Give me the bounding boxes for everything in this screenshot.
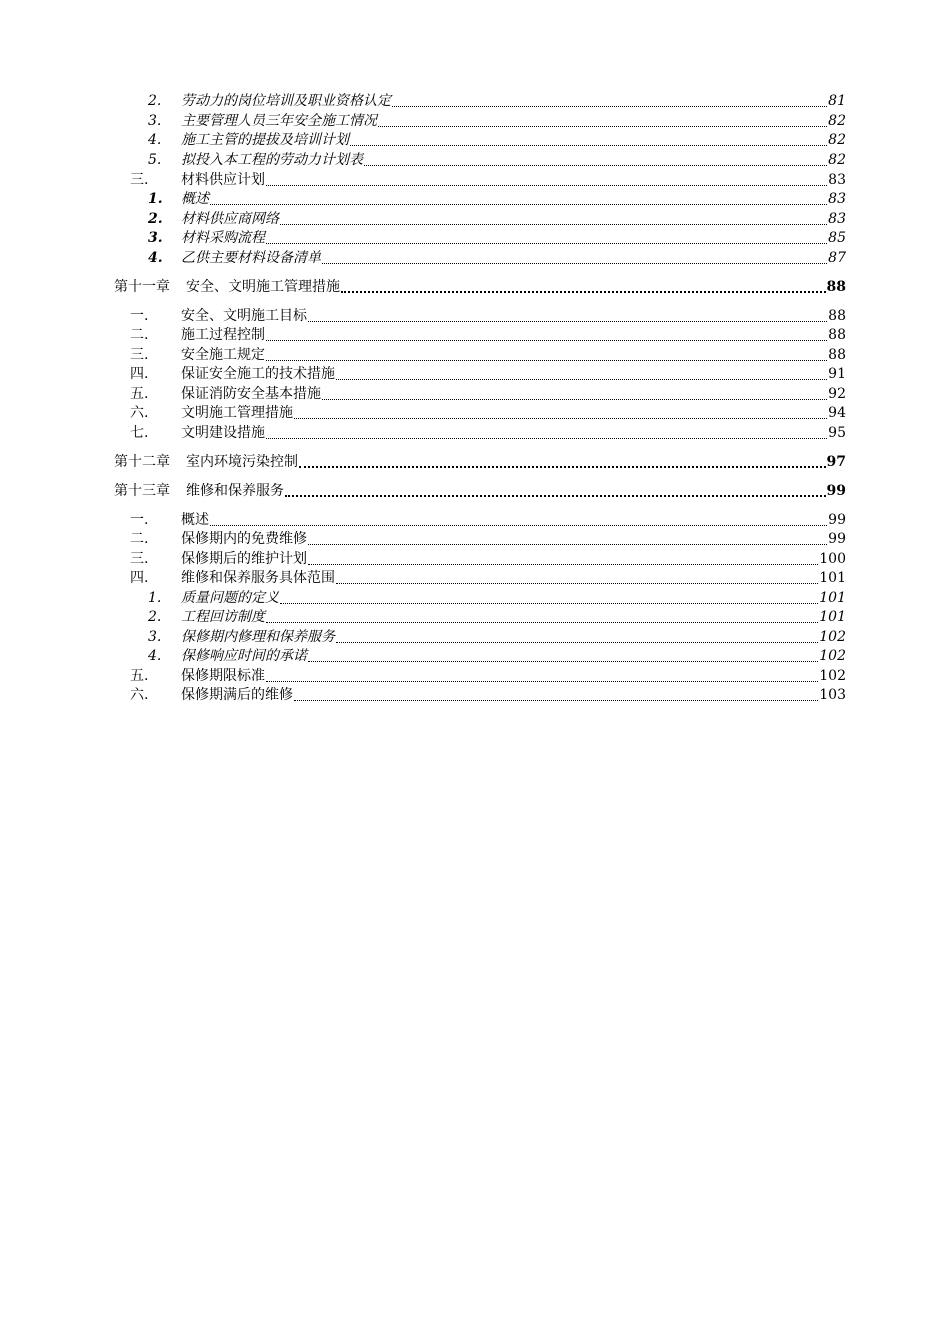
- toc-entry[interactable]: [0, 130, 950, 149]
- leader-dots: [266, 681, 818, 682]
- toc-entry-title: 概述: [181, 191, 209, 207]
- leader-dots: [266, 360, 827, 361]
- leader-dots: [364, 165, 827, 166]
- toc-entry-page: 101: [819, 590, 846, 606]
- leader-dots: [280, 603, 818, 604]
- toc-entry-page: 102: [819, 629, 846, 645]
- toc-entry-page: 92: [828, 386, 846, 402]
- toc-entry-title: 保证消防安全基本措施: [181, 386, 321, 402]
- toc-entry[interactable]: [0, 306, 950, 325]
- toc-entry-page: 100: [819, 551, 846, 567]
- toc-entry-number: 4.: [148, 648, 162, 664]
- toc-entry-title: 保修期后的维护计划: [181, 551, 307, 567]
- toc-entry-page: 82: [828, 113, 846, 129]
- toc-entry-title: 保修期限标准: [181, 668, 265, 684]
- toc-entry-page: 97: [826, 454, 846, 470]
- toc-entry-page: 94: [828, 405, 846, 421]
- toc-entry[interactable]: [0, 607, 950, 626]
- leader-dots: [266, 622, 818, 623]
- toc-entry-number: 五.: [130, 386, 149, 402]
- toc-chapter-entry[interactable]: [0, 277, 950, 296]
- toc-chapter-title: 安全、文明施工管理措施: [186, 279, 340, 295]
- leader-dots: [210, 204, 827, 205]
- leader-dots: [392, 106, 827, 107]
- toc-entry[interactable]: [0, 248, 950, 267]
- toc-entry[interactable]: [0, 568, 950, 587]
- leader-dots: [266, 340, 827, 341]
- leader-dots: [294, 700, 818, 701]
- leader-dots: [280, 224, 827, 225]
- toc-entry-title: 文明施工管理措施: [181, 405, 293, 421]
- toc-entry-number: 四.: [130, 366, 149, 382]
- toc-entry-page: 83: [828, 211, 846, 227]
- toc-entry[interactable]: [0, 685, 950, 704]
- toc-entry[interactable]: [0, 91, 950, 110]
- toc-entry[interactable]: [0, 209, 950, 228]
- toc-entry-number: 1.: [148, 590, 162, 606]
- toc-entry[interactable]: [0, 189, 950, 208]
- toc-entry-page: 101: [819, 609, 846, 625]
- toc-entry-title: 材料供应商网络: [181, 211, 279, 227]
- toc-entry-title: 质量问题的定义: [181, 590, 279, 606]
- toc-entry-title: 概述: [181, 512, 209, 528]
- toc-entry-number: 六.: [130, 405, 149, 421]
- toc-entry[interactable]: [0, 150, 950, 169]
- toc-entry-title: 劳动力的岗位培训及职业资格认定: [181, 93, 391, 109]
- leader-dots: [336, 583, 818, 584]
- toc-entry-page: 81: [828, 93, 846, 109]
- toc-entry-title: 安全施工规定: [181, 347, 265, 363]
- toc-entry-number: 二.: [130, 531, 149, 547]
- toc-entry[interactable]: [0, 627, 950, 646]
- toc-entry[interactable]: [0, 646, 950, 665]
- toc-entry[interactable]: [0, 384, 950, 403]
- toc-entry[interactable]: [0, 588, 950, 607]
- toc-entry[interactable]: [0, 423, 950, 442]
- leader-dots: [210, 525, 827, 526]
- toc-entry-page: 83: [828, 191, 846, 207]
- leader-dots: [322, 263, 827, 264]
- toc-entry-title: 保修期内修理和保养服务: [181, 629, 335, 645]
- toc-entry[interactable]: [0, 403, 950, 422]
- toc-entry[interactable]: [0, 345, 950, 364]
- toc-entry[interactable]: [0, 111, 950, 130]
- toc-entry-page: 88: [828, 308, 846, 324]
- toc-entry-number: 三.: [130, 172, 149, 188]
- toc-entry-page: 99: [828, 531, 846, 547]
- toc-entry-number: 3.: [148, 230, 163, 246]
- toc-entry-title: 工程回访制度: [181, 609, 265, 625]
- toc-entry-title: 保证安全施工的技术措施: [181, 366, 335, 382]
- toc-entry-number: 三.: [130, 551, 149, 567]
- toc-entry[interactable]: [0, 510, 950, 529]
- toc-entry-number: 七.: [130, 425, 149, 441]
- leader-dots: [308, 544, 827, 545]
- toc-entry-title: 施工主管的提拔及培训计划: [181, 132, 349, 148]
- toc-entry[interactable]: [0, 529, 950, 548]
- toc-entry-number: 一.: [130, 308, 149, 324]
- toc-entry-page: 103: [819, 687, 846, 703]
- toc-entry[interactable]: [0, 364, 950, 383]
- leader-dots: [308, 564, 818, 565]
- toc-entry-page: 99: [826, 483, 846, 499]
- toc-entry-page: 82: [828, 152, 846, 168]
- toc-entry-page: 88: [826, 279, 846, 295]
- leader-dots: [341, 291, 826, 293]
- toc-entry-number: 4.: [148, 132, 162, 148]
- toc-entry-number: 二.: [130, 327, 149, 343]
- toc-entry-number: 三.: [130, 347, 149, 363]
- leader-dots: [266, 185, 827, 186]
- toc-entry-title: 维修和保养服务具体范围: [181, 570, 335, 586]
- toc-entry-number: 2.: [148, 211, 163, 227]
- toc-entry-page: 102: [819, 668, 846, 684]
- toc-entry-page: 83: [828, 172, 846, 188]
- leader-dots: [350, 145, 827, 146]
- toc-entry[interactable]: [0, 170, 950, 189]
- toc-entry-title: 保修响应时间的承诺: [181, 648, 307, 664]
- toc-entry-page: 99: [828, 512, 846, 528]
- toc-entry-page: 88: [828, 347, 846, 363]
- toc-entry[interactable]: [0, 666, 950, 685]
- leader-dots: [266, 243, 827, 244]
- toc-entry-title: 乙供主要材料设备清单: [181, 250, 321, 266]
- toc-entry-number: 五.: [130, 668, 149, 684]
- toc-entry[interactable]: [0, 325, 950, 344]
- toc-entry-title: 拟投入本工程的劳动力计划表: [181, 152, 363, 168]
- toc-entry[interactable]: [0, 549, 950, 568]
- toc-entry-number: 2.: [148, 609, 162, 625]
- toc-entry-title: 保修期满后的维修: [181, 687, 293, 703]
- toc-chapter-heading: [114, 279, 340, 296]
- toc-chapter-heading: [114, 454, 298, 471]
- toc-chapter-number: 第十一章: [114, 279, 170, 295]
- toc-entry-title: 材料采购流程: [181, 230, 265, 246]
- leader-dots: [294, 418, 827, 419]
- toc-entry-title: 文明建设措施: [181, 425, 265, 441]
- leader-dots: [322, 399, 827, 400]
- toc-entry-title: 材料供应计划: [181, 172, 265, 188]
- leader-dots: [308, 661, 818, 662]
- toc-entry-page: 91: [828, 366, 846, 382]
- toc-entry-page: 85: [828, 230, 846, 246]
- toc-entry-page: 101: [819, 570, 846, 586]
- toc-entry-number: 4.: [148, 250, 163, 266]
- leader-dots: [285, 495, 826, 497]
- toc-entry-title: 施工过程控制: [181, 327, 265, 343]
- toc-entry-number: 5.: [148, 152, 162, 168]
- toc-chapter-title: 室内环境污染控制: [186, 454, 298, 470]
- toc-entry-number: 六.: [130, 687, 149, 703]
- toc-entry-title: 主要管理人员三年安全施工情况: [181, 113, 377, 129]
- toc-chapter-number: 第十二章: [114, 454, 170, 470]
- toc-chapter-entry[interactable]: [0, 452, 950, 471]
- toc-entry-page: 82: [828, 132, 846, 148]
- toc-entry-page: 87: [828, 250, 846, 266]
- toc-entry-number: 3.: [148, 629, 162, 645]
- toc-chapter-heading: [114, 483, 284, 500]
- toc-entry-number: 一.: [130, 512, 149, 528]
- toc-chapter-title: 维修和保养服务: [186, 483, 284, 499]
- toc-entry-page: 88: [828, 327, 846, 343]
- toc-chapter-entry[interactable]: [0, 481, 950, 500]
- toc-entry[interactable]: [0, 228, 950, 247]
- leader-dots: [299, 466, 826, 468]
- toc-entry-page: 102: [819, 648, 846, 664]
- toc-entry-page: 95: [828, 425, 846, 441]
- leader-dots: [266, 438, 827, 439]
- toc-chapter-number: 第十三章: [114, 483, 170, 499]
- leader-dots: [378, 126, 827, 127]
- leader-dots: [308, 321, 827, 322]
- toc-entry-title: 保修期内的免费维修: [181, 531, 307, 547]
- toc-entry-number: 3.: [148, 113, 162, 129]
- toc-entry-number: 四.: [130, 570, 149, 586]
- toc-entry-number: 2.: [148, 93, 162, 109]
- leader-dots: [336, 642, 818, 643]
- toc-entry-number: 1.: [148, 191, 163, 207]
- leader-dots: [336, 379, 827, 380]
- toc-entry-title: 安全、文明施工目标: [181, 308, 307, 324]
